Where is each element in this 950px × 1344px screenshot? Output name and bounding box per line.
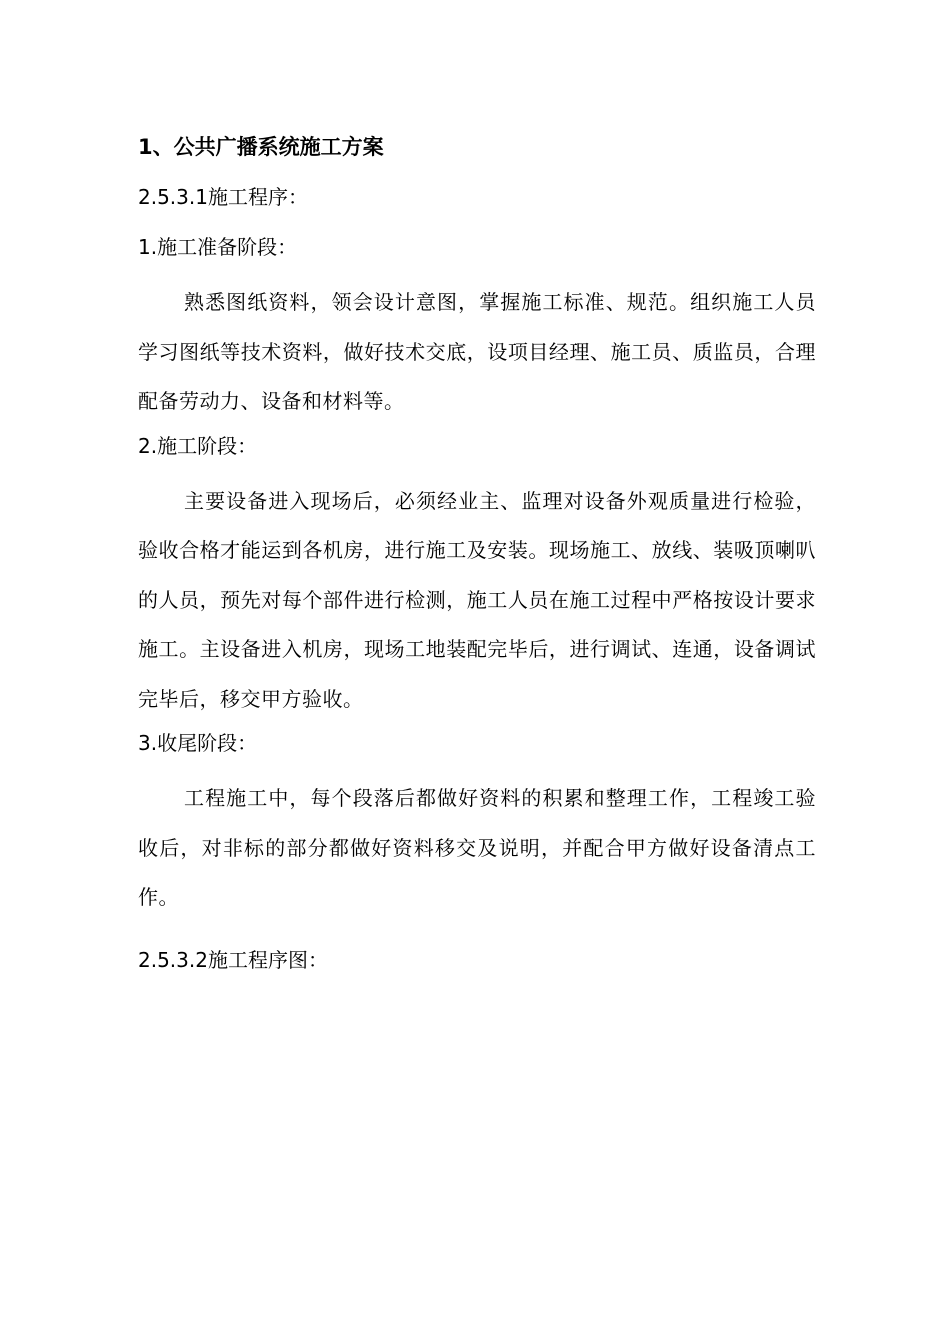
stage-text-construction: 主要设备进入现场后，必须经业主、监理对设备外观质量进行检验，验收合格才能运到各机房，进行施工及安装。现场施工、放线、装吸顶喇叭的人员，预先对每个部件进行检测，施工人员在施工过程中严格按设计要求施工。主设备进入机房，现场工地装配完毕后，进行调试、连通，设备调试完毕后，移交甲方验收。 bbox=[138, 488, 816, 711]
stage-heading-finishing: 3.收尾阶段： bbox=[138, 731, 258, 755]
section-heading-procedure-diagram: 2.5.3.2施工程序图： bbox=[138, 947, 328, 972]
stage-text-preparation: 熟悉图纸资料，领会设计意图，掌握施工标准、规范。组织施工人员学习图纸等技术资料，做好技术交底，设项目经理、施工员、质监员，合理配备劳动力、设备和材料等。 bbox=[138, 290, 816, 413]
document-title: 1、公共广播系统施工方案 bbox=[138, 135, 384, 159]
stage-text-finishing: 工程施工中，每个段落后都做好资料的积累和整理工作，工程竣工验收后，对非标的部分都做好资料移交及说明，并配合甲方做好设备清点工作。 bbox=[138, 786, 816, 909]
document-body bbox=[138, 128, 816, 991]
stage-heading-construction: 2.施工阶段： bbox=[138, 433, 258, 458]
stage-heading-preparation: 1.施工准备阶段： bbox=[138, 235, 298, 259]
section-heading-construction-procedure: 2.5.3.1施工程序： bbox=[138, 185, 308, 209]
spacer bbox=[138, 923, 816, 941]
